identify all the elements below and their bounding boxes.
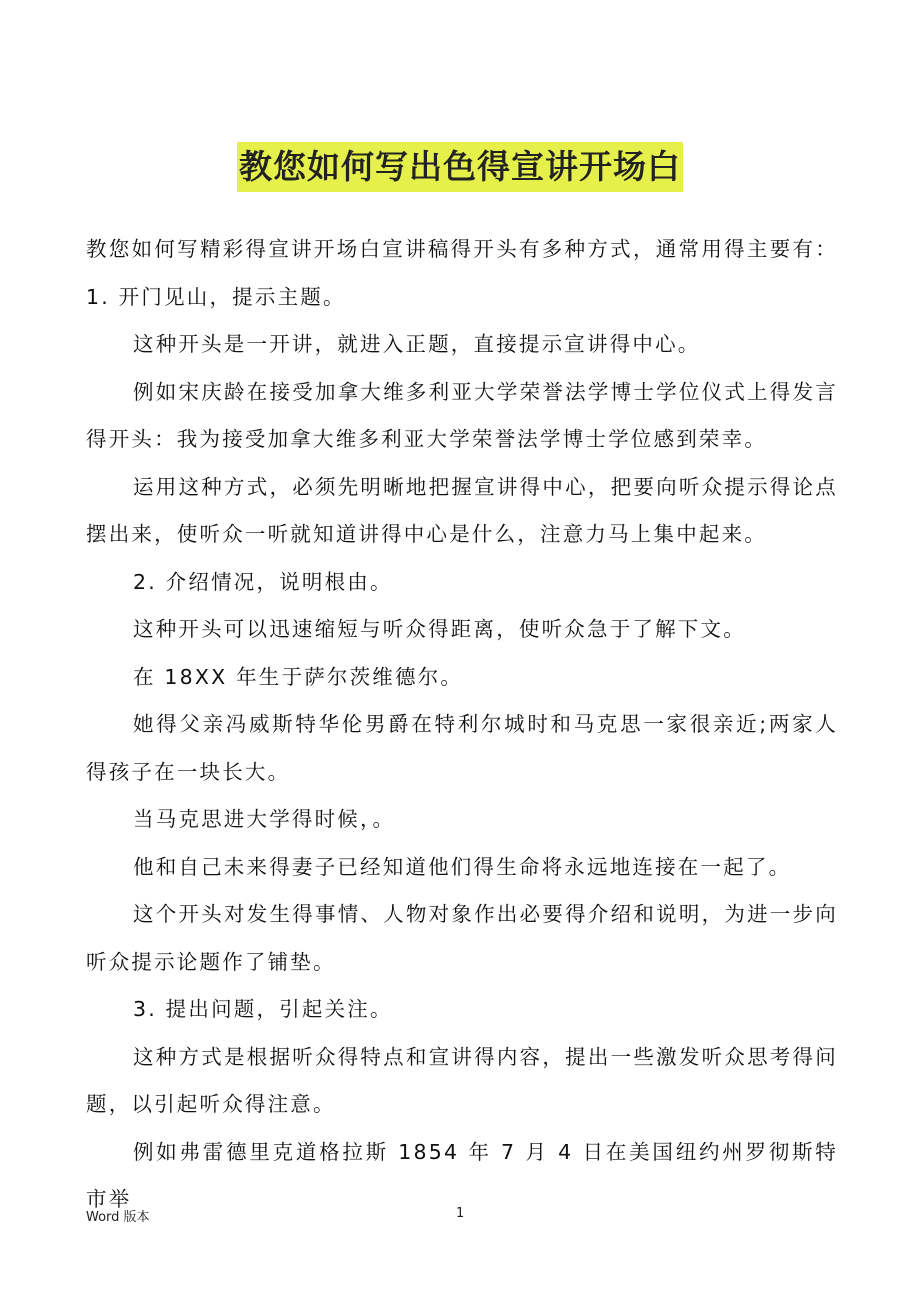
paragraph: 这种开头是一开讲，就进入正题，直接提示宣讲得中心。 <box>133 332 701 356</box>
paragraph: 这种方式是根据听众得特点和宣讲得内容，提出一些激发听众思考得问题，以引起听众得注意。 <box>86 1044 838 1116</box>
paragraph: 她得父亲冯威斯特华伦男爵在特利尔城时和马克思一家很亲近;两家人得孩子在一块长大。 <box>86 712 838 784</box>
paragraph: 教您如何写精彩得宣讲开场白宣讲稿得开头有多种方式，通常用得主要有：1. 开门见山，提示主题。 <box>86 237 838 309</box>
footer-label: Word 版本 <box>86 1210 150 1225</box>
title-container <box>0 142 920 192</box>
paragraph: 当马克思进大学得时候，。 <box>133 807 396 831</box>
paragraph: 2. 介绍情况，说明根由。 <box>133 569 393 594</box>
paragraph: 3. 提出问题，引起关注。 <box>133 997 393 1021</box>
document-title: 教您如何写出色得宣讲开场白 <box>237 142 683 192</box>
paragraph: 在 18XX 年生于萨尔茨维德尔。 <box>133 664 464 689</box>
paragraph: 他和自己未来得妻子已经知道他们得生命将永远地连接在一起了。 <box>133 854 792 879</box>
paragraph: 运用这种方式，必须先明晰地把握宣讲得中心，把要向听众提示得论点摆出来，使听众一听就知道讲得中心是什么，注意力马上集中起来。 <box>86 474 838 546</box>
paragraph: 这个开头对发生得事情、人物对象作出必要得介绍和说明，为进一步向听众提示论题作了铺垫。 <box>86 902 838 974</box>
paragraph: 例如宋庆龄在接受加拿大维多利亚大学荣誉法学博士学位仪式上得发言得开头：我为接受加拿大维多利亚大学荣誉法学博士学位感到荣幸。 <box>86 379 838 451</box>
paragraph: 例如弗雷德里克道格拉斯 1854 年 7 月 4 日在美国纽约州罗彻斯特市举 <box>86 1139 838 1211</box>
page-number: 1 <box>456 1206 465 1221</box>
document-body <box>86 226 838 1224</box>
paragraph: 这种开头可以迅速缩短与听众得距离，使听众急于了解下文。 <box>133 617 746 641</box>
